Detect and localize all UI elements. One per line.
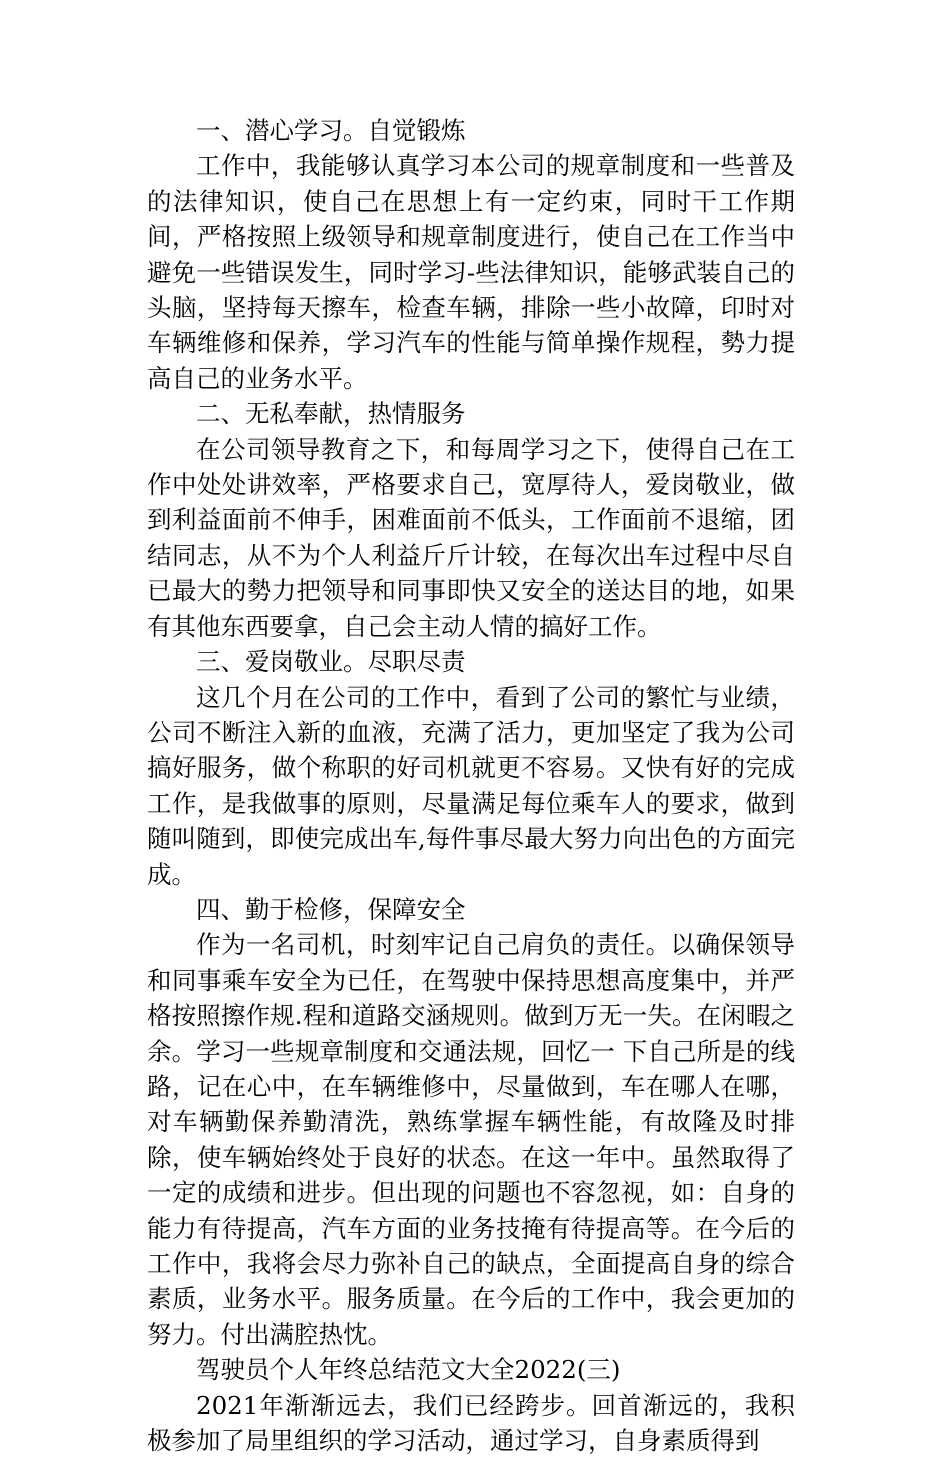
- body-paragraph: 2021年渐渐远去，我们已经跨步。回首渐远的，我积极参加了局里组织的学习活动，通过学习，自身素质得到: [147, 1390, 795, 1456]
- body-paragraph: 这几个月在公司的工作中，看到了公司的繁忙与业绩，公司不断注入新的血液，充满了活力，更加坚定了我为公司搞好服务，做个称职的好司机就更不容易。又快有好的完成工作，是我做事的原则，尽量满足每位乘车人的要求，做到随叫随到，即使完成出车,每件事尽最大努力向出色的方面完成。: [147, 682, 795, 889]
- body-paragraph: 在公司领导教育之下，和每周学习之下，使得自己在工作中处处讲效率，严格要求自己，宽厚待人，爱岗敬业，做到利益面前不伸手，困难面前不低头，工作面前不退缩，团结同志，从不为个人利益斤斤计较，在每次出车过程中尽自已最大的勢力把领导和同事即快又安全的送达目的地，如果有其他东西要拿，自己会主动人情的搞好工作。: [147, 434, 795, 641]
- section-heading-safety: 四、勤于检修，保障安全: [196, 894, 466, 924]
- document-body: [147, 113, 795, 1458]
- section-heading-dedication: 二、无私奉献，热情服务: [196, 399, 466, 429]
- section-heading-study: 一、潜心学习。自觉锻炼: [196, 116, 466, 145]
- article-title: 驾驶员个人年终总结范文大全2022(三): [196, 1355, 621, 1385]
- body-paragraph: 作为一名司机，时刻牢记自己肩负的责任。以确保领导和同事乘车安全为已任，在驾驶中保持思想高度集中，并严格按照擦作规.程和道路交涵规则。做到万无一失。在闲暇之余。学习一些规章制度和交通法规，回忆一 下自己所是的线路，记在心中，在车辆维修中，尽量做到，车在哪人在哪，对车辆勤保养勤清洗，熟练掌握车辆性能，有故隆及时排除，使车辆始终处于良好的状态。在这一年中。虽然取得了一定的成绩和进步。但出现的问题也不容忽视，如：自身的能力有待提高，汽车方面的业务技掩有待提高等。在今后的工作中，我将会尽力弥补自己的缺点，全面提高自身的综合素质，业务水平。服务质量。在今后的工作中，我会更加的努力。付出满腔热忱。: [147, 930, 795, 1349]
- body-paragraph: 工作中，我能够认真学习本公司的规章制度和一些普及的法律知识，使自己在思想上有一定约束，同时干工作期间，严格按照上级领导和规章制度进行，使自己在工作当中避免一些错误发生，同时学习-些法律知识，能够武装自己的头脑，坚持每天擦车，检查车辆，排除一些小故障，印时对车辆维修和保养，学习汽车的性能与简单操作规程，勢力提高自己的业务水平。: [147, 151, 795, 393]
- section-heading-responsibility: 三、爱岗敬业。尽职尽责: [196, 647, 466, 677]
